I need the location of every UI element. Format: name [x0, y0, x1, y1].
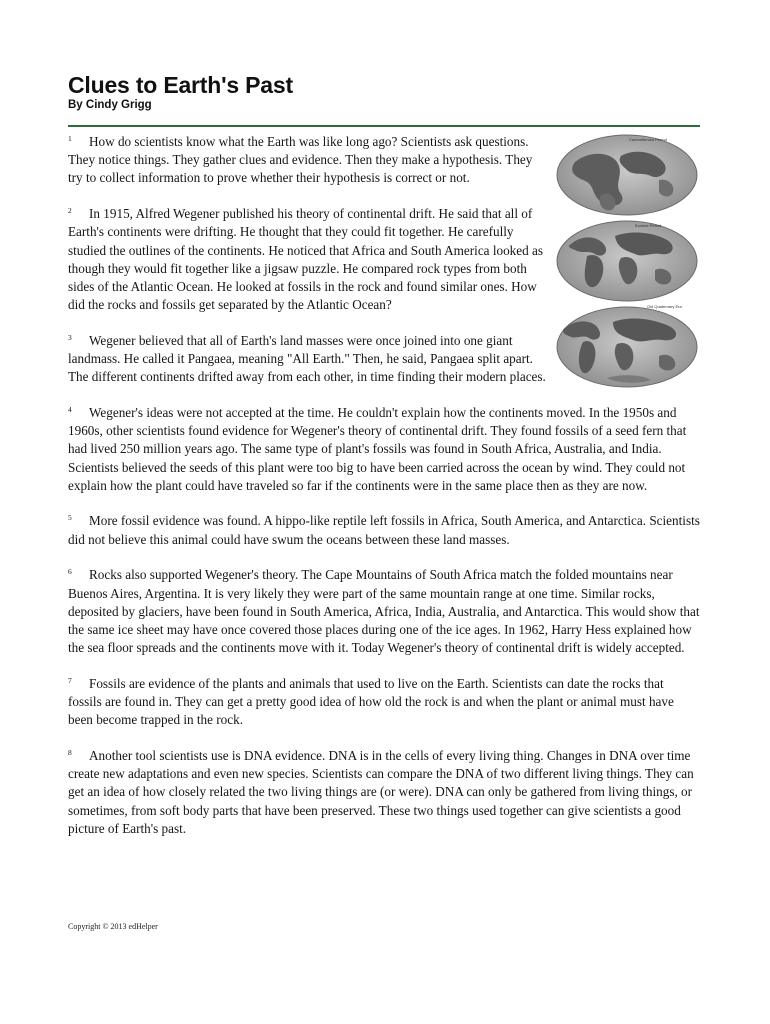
map-label-eocene: Eocene Period — [635, 223, 662, 228]
paragraph-number: 2 — [68, 206, 72, 216]
paragraph-text: How do scientists know what the Earth was like long ago? Scientists ask questions. They notice things. They gather clues and evidence. Then they make a hypothesis. They try to collect information to prove whether their hypothesis is correct or not. — [68, 134, 533, 186]
map-label-carboniferous: Carboniferous Period — [629, 137, 667, 142]
paragraph-number: 5 — [68, 513, 72, 523]
copyright-notice: Copyright © 2013 edHelper — [68, 922, 158, 931]
paragraph-text: Another tool scientists use is DNA evidence. DNA is in the cells of every living thing. Changes in DNA over time create new adaptations and even new species. Scientists can compare the DNA of two different living things. They can get an idea of how closely related the two living things are (or were). DNA can only be gathered from living things, or sometimes, from soft body parts that have been preserved. These two things used together can give scientists a good picture of Earth's past. — [68, 747, 694, 836]
paragraph-6 — [68, 563, 700, 657]
paragraph-text: In 1915, Alfred Wegener published his theory of continental drift. He said that all of Earth's continents were drifting. He thought that they could fit together. He carefully studied the outlines of the continents. He noticed that Africa and South America looked as though they would fit together like a jigsaw puzzle. He compared rock types from both sides of the Atlantic Ocean. He looked at fossils in the rock and found similar ones. How did the rocks and fossils get separated by the Atlantic Ocean? — [68, 206, 543, 313]
paragraph-8 — [68, 744, 700, 838]
page-title: Clues to Earth's Past — [68, 72, 293, 98]
paragraph-text: Wegener's ideas were not accepted at the time. He couldn't explain how the continents moved. In the 1950s and 1960s, other scientists found evidence for Wegener's theory of continental drift. They found fossils of a seed fern that had lived 250 million years ago. The same type of plant's fossils was found in South Africa, Australia, and India. Scientists believed the seeds of this plant were too big to have been carried across the ocean by wind. They could not explain how the plant could have traveled so far if the continents were in the same place then as they are now. — [68, 404, 687, 493]
paragraph-7 — [68, 672, 700, 730]
continental-drift-maps-image — [555, 132, 700, 390]
map-eocene — [557, 221, 697, 301]
paragraph-number: 3 — [68, 332, 72, 342]
article-body — [68, 130, 700, 853]
continental-drift-maps-figure — [555, 132, 700, 390]
paragraph-number: 1 — [68, 134, 72, 143]
paragraph-number: 8 — [68, 747, 72, 757]
paragraph-number: 6 — [68, 567, 72, 577]
map-label-quaternary: Old Quaternary Era — [647, 304, 682, 309]
title-divider — [68, 125, 700, 127]
paragraph-text: Rocks also supported Wegener's theory. The Cape Mountains of South Africa match the folded mountains near Buenos Aires, Argentina. It is very likely they were part of the same mountain range at one time. Similar rocks, deposited by glaciers, have been found in South America, Africa, India, Australia, and Antarctica. This would show that the same ice sheet may have once covered those places during one of the ice ages. In 1962, Harry Hess explained how the sea floor spreads and the continents move with it. Today Wegener's theory of continental drift is widely accepted. — [68, 567, 700, 656]
map-carboniferous — [557, 135, 697, 215]
paragraph-text: More fossil evidence was found. A hippo-like reptile left fossils in Africa, South America, and Antarctica. Scientists did not believe this animal could have swum the oceans between these land masses. — [68, 513, 700, 547]
paragraph-number: 7 — [68, 675, 72, 685]
paragraph-text: Wegener believed that all of Earth's land masses were once joined into one giant landmass. He called it Pangaea, meaning "All Earth." Then, he said, Pangaea split apart. The different continents drifted away from each other, in time finding their modern places. — [68, 332, 546, 385]
author-byline: By Cindy Grigg — [68, 99, 152, 111]
paragraph-5 — [68, 509, 700, 548]
paragraph-4 — [68, 401, 700, 495]
paragraph-number: 4 — [68, 404, 72, 414]
paragraph-text: Fossils are evidence of the plants and animals that used to live on the Earth. Scientists can date the rocks that fossils are found in. They can get a pretty good idea of how old the rock is and when the plant or animal must have been become trapped in the rock. — [68, 675, 674, 728]
map-quaternary — [557, 304, 697, 387]
